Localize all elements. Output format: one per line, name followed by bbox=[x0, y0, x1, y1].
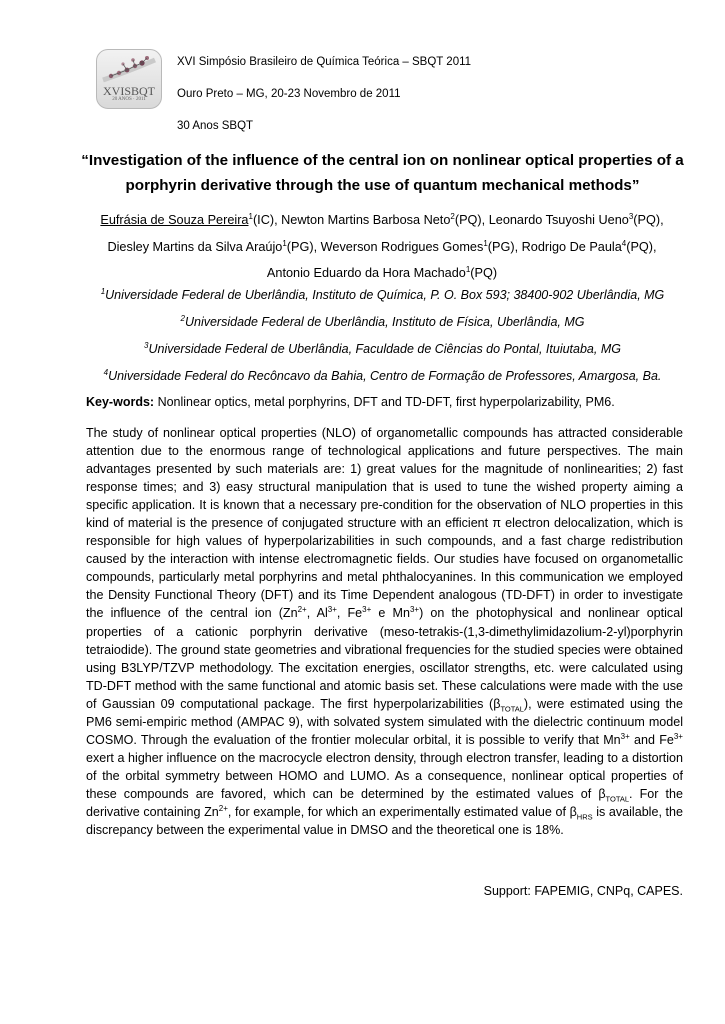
beta-symbol: β bbox=[569, 804, 577, 819]
ion-charge: 2+ bbox=[218, 803, 228, 813]
affiliation-1 bbox=[60, 288, 705, 302]
affiliation-4 bbox=[70, 369, 695, 383]
author-role: (PG) bbox=[286, 239, 314, 254]
author-affiliation-mark: 4 bbox=[621, 238, 627, 248]
abstract-text: ), were estimated using the PM6 semi-empiric method (AMPAC 9), with solvated system simulated with the dielectric continuum model COSMO. Through the evaluation of the frontier molecular orbital, it is possible to verify that bbox=[86, 696, 684, 747]
ion-symbol: Fe bbox=[347, 606, 363, 621]
abstract-body: The study of nonlinear optical properties (NLO) of organometallic compounds has attracted considerable attention due to the enormous range of technological applications and future perspectives. The main advantages presented by such materials are: 1) great values for the magnitude of nonlinearities; 2) fast response times; and 3) easy structural manipulation that is used to tune the wished property aiming a specific application. It is known that a necessary pre-condition for the observation of NLO properties in this kind of material is the presence of conjugated structure with an efficient π electron delocalization, which is responsible for high values of hyperpolarizabilities in such compounds, and a fast charge redistribution caused by the interaction with intense electromagnetic fields. Our studies have focused on organometallic compounds, particularly metal porphyrins and metal phthalocyanines. In this communication we employed the Density Functional Theory (DFT) and its Time Dependent analogous (TD-DFT) in order to investigate the influence of the central ion ($Zn^{2+}$, $Al^{3+}$, $Fe^{3+}$ e $Mn^{3+}$) on the photophysical and nonlinear optical properties of a cationic porphyrin derivative (meso-tetrakis-(1,3-dimethylimidazolium-2-yl)porphyrin tetraiodide). The ground state geometries and vibrational frequencies for the studied species were obtained using B3LYP/TZVP methodology. The excitation energies, oscillator strengths, etc. were calculated using TD-DFT method with the same functional and atomic basis set. These calculations were made with the use of Gaussian 09 computational package. The first hyperpolarizabilities $(\beta_{TOTAL})$, were estimated using the PM6 semi-empiric method (AMPAC 9), with solvated system simulated with the dielectric continuum model COSMO. Through the evaluation of the frontier molecular orbital, it is possible to verify that $Mn^{3+}$ and $Fe^{3+}$ exert a higher influence on the macrocycle electron density, through electron transfer, leading to a distortion of the orbital symmetry between HOMO and LUMO. As a consequence, nonlinear optical properties of these compounds are favored, which can be determined by the estimated values of $\beta_{TOTAL}$. For the derivative containing $Zn^{2+}$, for example, for which an experimentally estimated value of $\beta_{HRS}$ is available, the discrepancy between the experimental value in DMSO and the theoretical one is 18%. bbox=[86, 426, 684, 838]
ion-joiner: e bbox=[378, 606, 386, 621]
author-affiliation-mark: 1 bbox=[282, 238, 287, 248]
paper-title: “Investigation of the influence of the central ion on nonlinear optical properties of a porphyrin derivative through the use of quantum mechanical methods” bbox=[81, 152, 684, 194]
affiliation-text: Universidade Federal do Recôncavo da Bahia, Centro de Formação de Professores, Amargosa, Ba. bbox=[108, 369, 662, 383]
author-name: Leonardo Tsuyoshi Ueno bbox=[488, 213, 629, 227]
abstract-text: exert a higher influence on the macrocycle electron density, through electron transfer, leading to a distortion of the orbital symmetry between HOMO and LUMO. As a consequence, nonlinear optical properties of these compounds are favored, which can be determined by the estimated values of bbox=[86, 750, 683, 801]
ion-charge: 3+ bbox=[409, 605, 420, 615]
affiliation-text: Universidade Federal de Uberlândia, Faculdade de Ciências do Pontal, Ituiutaba, MG bbox=[148, 342, 621, 356]
affiliation-2 bbox=[70, 315, 695, 329]
author-affiliation-mark: 3 bbox=[628, 211, 634, 221]
abstract-text: The study of nonlinear optical properties (NLO) of organometallic compounds has attracted considerable attention due to the enormous range of technological applications and future perspectives. The main advantages presented by such materials are: 1) great values for the magnitude of nonlinearities; 2) fast response times; and 3) easy structural manipulation that is used to tune the wished property aiming a specific application. It is known that a necessary pre-condition for the observation of NLO properties in this kind of material is the presence of conjugated structure with an efficient π electron delocalization, which is responsible for high values of hyperpolarizabilities in such compounds, and a fast charge redistribution caused by the interaction with intense electromagnetic fields. Our studies have focused on organometallic compounds, particularly metal porphyrins and metal phthalocyanines. In this communication we employed the Density Functional Theory (DFT) and its Time Dependent analogous (TD-DFT) in order to investigate the influence of the central ion ( bbox=[86, 426, 683, 621]
author-role: (PQ) bbox=[633, 213, 661, 227]
ion-charge: 3+ bbox=[620, 731, 630, 741]
logo-subtext: 20 ANOS · 2011 bbox=[112, 97, 146, 102]
affiliation-3 bbox=[70, 342, 695, 356]
ion-symbol: Zn bbox=[204, 804, 219, 819]
author-role: (IC) bbox=[252, 213, 275, 227]
affiliation-number: 3 bbox=[144, 340, 149, 350]
author-role: (PQ) bbox=[470, 266, 498, 280]
ion-charge: 3+ bbox=[362, 605, 372, 615]
abstract-text: is available, the discrepancy between the experimental value in DMSO and the theoretical one is 18%. bbox=[86, 804, 683, 838]
author-name: Rodrigo De Paula bbox=[521, 239, 622, 254]
beta-subscript: HRS bbox=[576, 812, 593, 822]
beta-subscript: TOTAL bbox=[605, 794, 630, 804]
author-affiliation-mark: 1 bbox=[483, 238, 488, 248]
logo-text: XVISBQT bbox=[102, 84, 155, 98]
beta-symbol: β bbox=[493, 696, 501, 711]
ion-joiner: and bbox=[634, 732, 655, 747]
author-name: Weverson Rodrigues Gomes bbox=[320, 239, 484, 254]
header-location-date: Ouro Preto – MG, 20-23 Novembro de 2011 bbox=[177, 88, 401, 100]
header-event-name: XVI Simpósio Brasileiro de Química Teórica – SBQT 2011 bbox=[177, 56, 472, 68]
beta-subscript: TOTAL bbox=[500, 704, 524, 714]
author-list: Eufrásia de Souza Pereira$^1$(IC), Newton Martins Barbosa Neto$^2$(PQ), Leonardo Tsuyoshi Ueno$^3$(PQ), Diesley Martins da Silva Araújo$^1$(PG), Weverson Rodrigues Gomes$^1$(PG), Rodrigo De Paula$^4$(PQ), Antonio Eduardo da Hora Machado$^1$(PQ) bbox=[100, 211, 664, 280]
abstract-text: , for example, for which an experimentally estimated value of bbox=[227, 804, 570, 819]
ion-symbol: Mn bbox=[603, 732, 621, 747]
author-role: (PQ) bbox=[626, 239, 654, 254]
ion-symbol: Al bbox=[316, 606, 328, 621]
ion-charge: 2+ bbox=[297, 605, 307, 615]
funding-support: Support: FAPEMIG, CNPq, CAPES. bbox=[483, 884, 683, 898]
affiliation-text: Universidade Federal de Uberlândia, Instituto de Física, Uberlândia, MG bbox=[184, 315, 585, 329]
author-name: Antonio Eduardo da Hora Machado bbox=[266, 266, 466, 280]
keywords-text: Nonlinear optics, metal porphyrins, DFT and TD-DFT, first hyperpolarizability, PM6. bbox=[157, 395, 615, 409]
abstract-text: . For the derivative containing bbox=[86, 786, 683, 819]
author-affiliation-mark: 1 bbox=[465, 264, 471, 274]
ion-charge: 3+ bbox=[327, 605, 337, 615]
author-name-presenter: Eufrásia de Souza Pereira bbox=[100, 213, 249, 227]
ion-charge: 3+ bbox=[673, 731, 683, 741]
ion-symbol: Mn bbox=[392, 606, 410, 621]
author-affiliation-mark: 1 bbox=[248, 211, 253, 221]
affiliation-number: 1 bbox=[100, 286, 106, 296]
keywords-label: Key-words: bbox=[86, 395, 155, 409]
author-role: (PG) bbox=[487, 239, 515, 254]
header-anniversary: 30 Anos SBQT bbox=[177, 120, 254, 132]
affiliation-text: Universidade Federal de Uberlândia, Instituto de Química, P. O. Box 593; 38400-902 Uberlândia, MG bbox=[105, 288, 665, 302]
sbqt-logo bbox=[96, 49, 162, 109]
author-name: Diesley Martins da Silva Araújo bbox=[107, 239, 283, 254]
author-name: Newton Martins Barbosa Neto bbox=[281, 213, 451, 227]
keywords bbox=[86, 395, 686, 409]
affiliation-number: 2 bbox=[180, 313, 185, 323]
ion-symbol: Fe bbox=[659, 732, 674, 747]
author-affiliation-mark: 2 bbox=[450, 211, 455, 221]
abstract-text: ) on the photophysical and nonlinear optical properties of a cationic porphyrin derivative (meso-tetrakis-(1,3-dimethylimidazolium-2-yl)porphyrin tetraiodide). The ground state geometries and vibrational frequencies for the studied species were obtained using B3LYP/TZVP methodology. The excitation energies, oscillator strengths, etc. were calculated using TD-DFT method with the same functional and atomic basis set. These calculations were made with the use of Gaussian 09 computational package. The first hyperpolarizabilities ( bbox=[86, 606, 683, 711]
affiliation-number: 4 bbox=[103, 367, 109, 377]
author-role: (PQ) bbox=[454, 213, 482, 227]
ion-symbol: Zn bbox=[282, 606, 298, 621]
beta-symbol: β bbox=[598, 786, 606, 801]
